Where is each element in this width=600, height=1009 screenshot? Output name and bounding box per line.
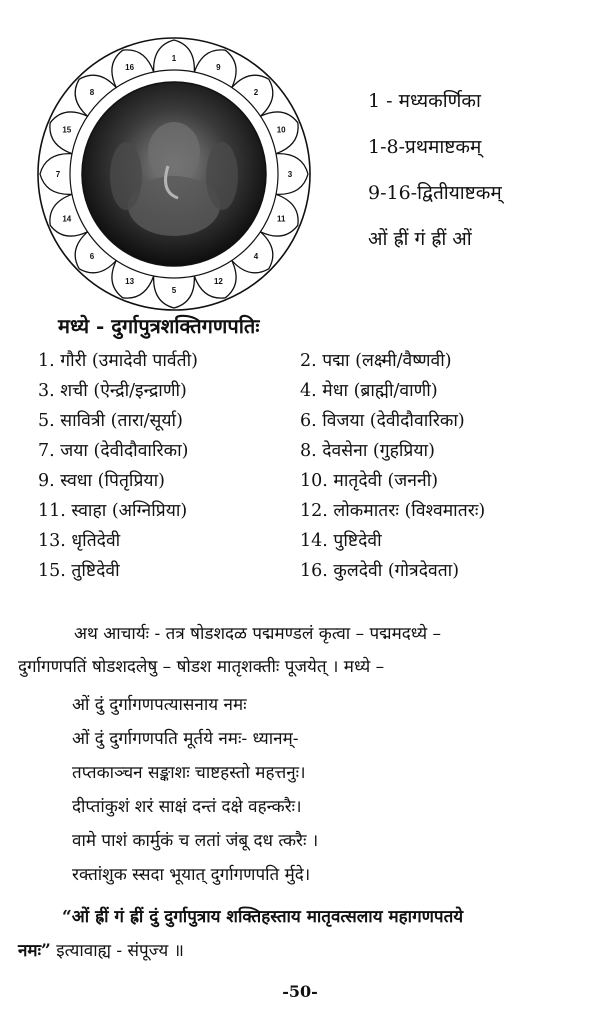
- list-row: [38, 406, 588, 436]
- petal-number: 1: [171, 54, 177, 63]
- petal-number: 8: [89, 88, 95, 97]
- list-item: 15. तुष्टिदेवी: [38, 561, 120, 581]
- petal-number: 6: [89, 252, 95, 261]
- list-item: 5. सावित्री (तारा/सूर्या): [38, 411, 183, 431]
- verse-line: रक्तांशुक स्सदा भूयात् दुर्गागणपति र्मुदे।: [72, 865, 311, 885]
- verse-line: तप्तकाञ्चन सङ्काशः चाष्टहस्तो महत्तनुः।: [72, 763, 306, 783]
- petal-number: 2: [253, 88, 259, 97]
- petal-number: 16: [125, 62, 135, 72]
- legend-line-second-octet: 9-16-द्वितीयाष्टकम्: [368, 182, 502, 204]
- verse-line: दीप्तांकुशं शरं साक्षं दन्तं दक्षे वहन्करैः।: [72, 797, 302, 817]
- legend-line-bija: ओं ह्रीं गं ह्रीं ओं: [368, 228, 472, 250]
- mantra-namah: नमः”: [18, 941, 51, 961]
- list-item: 14. पुष्टिदेवी: [300, 531, 382, 551]
- mantra-block: [18, 900, 588, 968]
- petal-number: 12: [213, 277, 223, 287]
- petal-number: 4: [253, 252, 259, 261]
- petal-number: 9: [216, 62, 221, 72]
- diagram-legend: [368, 78, 588, 262]
- list-item: 2. पद्मा (लक्ष्मी/वैष्णवी): [300, 351, 452, 371]
- verse-line: ओं दुं दुर्गागणपति मूर्तये नमः- ध्यानम्-: [72, 729, 299, 749]
- lotus-mandala-svg: [34, 34, 314, 314]
- petal-number: 3: [287, 170, 293, 179]
- list-item: 8. देवसेना (गुहप्रिया): [300, 441, 435, 461]
- list-row: [38, 466, 588, 496]
- petal-number: 15: [62, 125, 72, 135]
- page-number: -50-: [282, 982, 318, 1001]
- list-item: 16. कुलदेवी (गोत्रदेवता): [300, 561, 460, 581]
- paragraph-line: दुर्गागणपतिं षोडशदलेषु – षोडश मातृशक्तीः पूजयेत् । मध्ये –: [18, 657, 385, 677]
- list-item: 13. धृतिदेवी: [38, 531, 121, 551]
- petal-number: 11: [276, 214, 286, 224]
- list-item: 12. लोकमातरः (विश्वमातरः): [300, 501, 486, 521]
- paragraph-line: अथ आचार्यः - तत्र षोडशदळ पद्ममण्डलं कृत्वा – पद्ममदध्ये –: [74, 624, 441, 644]
- list-row: [38, 556, 588, 586]
- list-row: [38, 436, 588, 466]
- petal-number: 5: [171, 286, 177, 295]
- list-item: 10. मातृदेवी (जननी): [300, 471, 439, 491]
- legend-line-center: 1 - मध्यकर्णिका: [368, 90, 481, 112]
- legend-line-first-octet: 1-8-प्रथमाष्टकम्: [368, 136, 482, 158]
- list-item: 3. शची (ऐन्द्री/इन्द्राणी): [38, 381, 187, 401]
- deity-left-arms: [110, 142, 142, 210]
- list-item: 7. जया (देवीदौवारिका): [38, 441, 189, 461]
- deity-head: [148, 122, 200, 182]
- list-item: 9. स्वधा (पितृप्रिया): [38, 471, 165, 491]
- verse-line: ओं दुं दुर्गागणपत्यासनाय नमः: [72, 695, 247, 715]
- verse-line: वामे पाशं कार्मुकं च लतां जंबू दध त्करैः ।: [72, 831, 319, 851]
- petal-number: 13: [125, 277, 135, 287]
- deity-right-arms: [206, 142, 238, 210]
- instruction-paragraph: [18, 618, 586, 684]
- list-item: 6. विजया (देवीदौवारिका): [300, 411, 465, 431]
- mantra-line: [18, 934, 588, 968]
- section-title: मध्ये - दुर्गापुत्रशक्तिगणपतिः: [58, 314, 260, 338]
- deity-body: [128, 176, 220, 236]
- lotus-mandala-diagram: [34, 34, 314, 314]
- list-item: 11. स्वाहा (अग्निप्रिया): [38, 501, 188, 521]
- dhyana-verses: [72, 688, 582, 892]
- list-row: [38, 496, 588, 526]
- list-item: 4. मेधा (ब्राह्मी/वाणी): [300, 381, 438, 401]
- mantra-line: “ओं ह्रीं गं ह्रीं दुं दुर्गापुत्राय शक्तिहस्ताय मातृवत्सलाय महागणपतये: [62, 907, 464, 927]
- list-row: [38, 346, 588, 376]
- petal-number: 10: [276, 125, 286, 135]
- mantra-closing: इत्यावाह्य - संपूज्य ॥: [50, 941, 184, 961]
- list-row: [38, 376, 588, 406]
- petal-number: 7: [55, 170, 61, 179]
- list-row: [38, 526, 588, 556]
- matrika-list: [38, 346, 588, 586]
- petal-number: 14: [62, 214, 72, 224]
- list-item: 1. गौरी (उमादेवी पार्वती): [38, 351, 198, 371]
